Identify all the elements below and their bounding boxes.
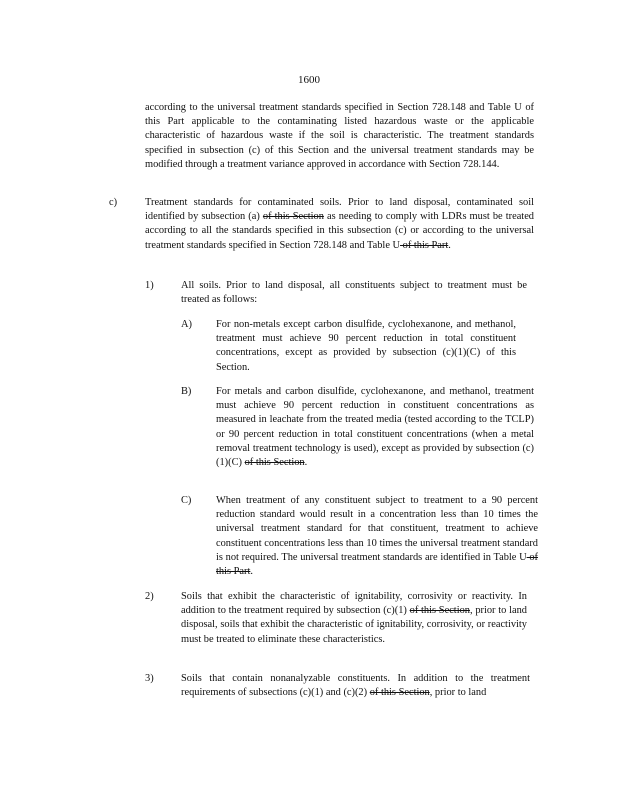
- item-3-struck: of this Section: [369, 687, 430, 699]
- item-1b-paragraph: [216, 385, 534, 470]
- subsection-c-paragraph: [145, 196, 534, 253]
- item-1-label: 1): [145, 280, 154, 291]
- item-1a-paragraph: [216, 318, 516, 375]
- item-2-paragraph: [181, 590, 527, 647]
- item-1a-text: For non-metals except carbon disulfide, cyclohexanone, and methanol, treatment must achieve 90 percent reduction in total constituent concentrations, except as provided by subsection (c)(1)(C) of this Section.: [216, 319, 516, 373]
- item-1-paragraph: [181, 279, 527, 307]
- item-3-paragraph: [181, 672, 530, 700]
- subsection-c-text-2: as needing to comply with LDRs must be treated according to all the standards specified in this subsection (c) or according to the universal treatment standards specified in Section 728.148 and Table U: [145, 211, 534, 251]
- item-1b-label: B): [181, 386, 192, 397]
- subsection-c-struck-1: of this Section: [262, 211, 324, 223]
- item-1c-struck: of this Part: [216, 551, 538, 578]
- item-3-text-2: , prior to land: [429, 687, 487, 699]
- item-1c-label: C): [181, 495, 192, 506]
- item-1c-paragraph: [216, 494, 538, 579]
- item-2-label: 2): [145, 591, 154, 602]
- subsection-c-struck-2: of this Part: [400, 239, 449, 251]
- item-2-struck: of this Section: [409, 605, 470, 617]
- page-number: 1600: [298, 74, 320, 86]
- subsection-c-label: c): [109, 197, 118, 208]
- subsection-c-text-1: Treatment standards for contaminated soils. Prior to land disposal, contaminated soil identified by subsection (a): [145, 197, 534, 223]
- intro-paragraph: [145, 101, 534, 172]
- item-1b-text-2: .: [304, 457, 308, 469]
- item-3-text-1: Soils that contain nonanalyzable constituents. In addition to the treatment requirements of subsections (c)(1) and (c)(2): [181, 673, 530, 699]
- item-1c-text-2: .: [250, 566, 253, 578]
- item-1c-text-1: When treatment of any constituent subject to treatment to a 90 percent reduction standard would result in a concentration less than 10 times the universal treatment standard for that constituent, treatment to achieve constituent concentrations less than 10 times the universal treatment standard is not required. The universal treatment standards are identified in Table U: [216, 495, 538, 563]
- item-1-text: All soils. Prior to land disposal, all constituents subject to treatment must be treated as follows:: [181, 280, 527, 306]
- item-1a-label: A): [181, 319, 192, 330]
- item-1b-text-1: For metals and carbon disulfide, cyclohexanone, and methanol, treatment must achieve 90 percent reduction in constituent concentrations as measured in leachate from the treated media (tested according to the TCLP) or 90 percent reduction in total constituent concentrations (when a metal removal treatment technology is used), except as provided by subsection (c)(1)(C): [216, 386, 534, 469]
- subsection-c-text-3: .: [448, 239, 451, 251]
- item-3-label: 3): [145, 673, 154, 684]
- item-2-text-2: , prior to land disposal, soils that exhibit the characteristic of ignitability, corrosivity, or reactivity must be treated to eliminate these characteristics.: [181, 605, 527, 645]
- item-1b-struck: of this Section: [244, 457, 305, 469]
- item-2-text-1: Soils that exhibit the characteristic of ignitability, corrosivity or reactivity. In addition to the treatment required by subsection (c)(1): [181, 591, 527, 617]
- intro-text: according to the universal treatment standards specified in Section 728.148 and Table U of this Part applicable to the contaminating listed hazardous waste or the applicable characteristic of hazardous waste if the soil is characteristic. The treatment standards specified in subsection (c) of this Section and the universal treatment standards may be modified through a treatment variance approved in accordance with Section 728.144.: [145, 102, 534, 170]
